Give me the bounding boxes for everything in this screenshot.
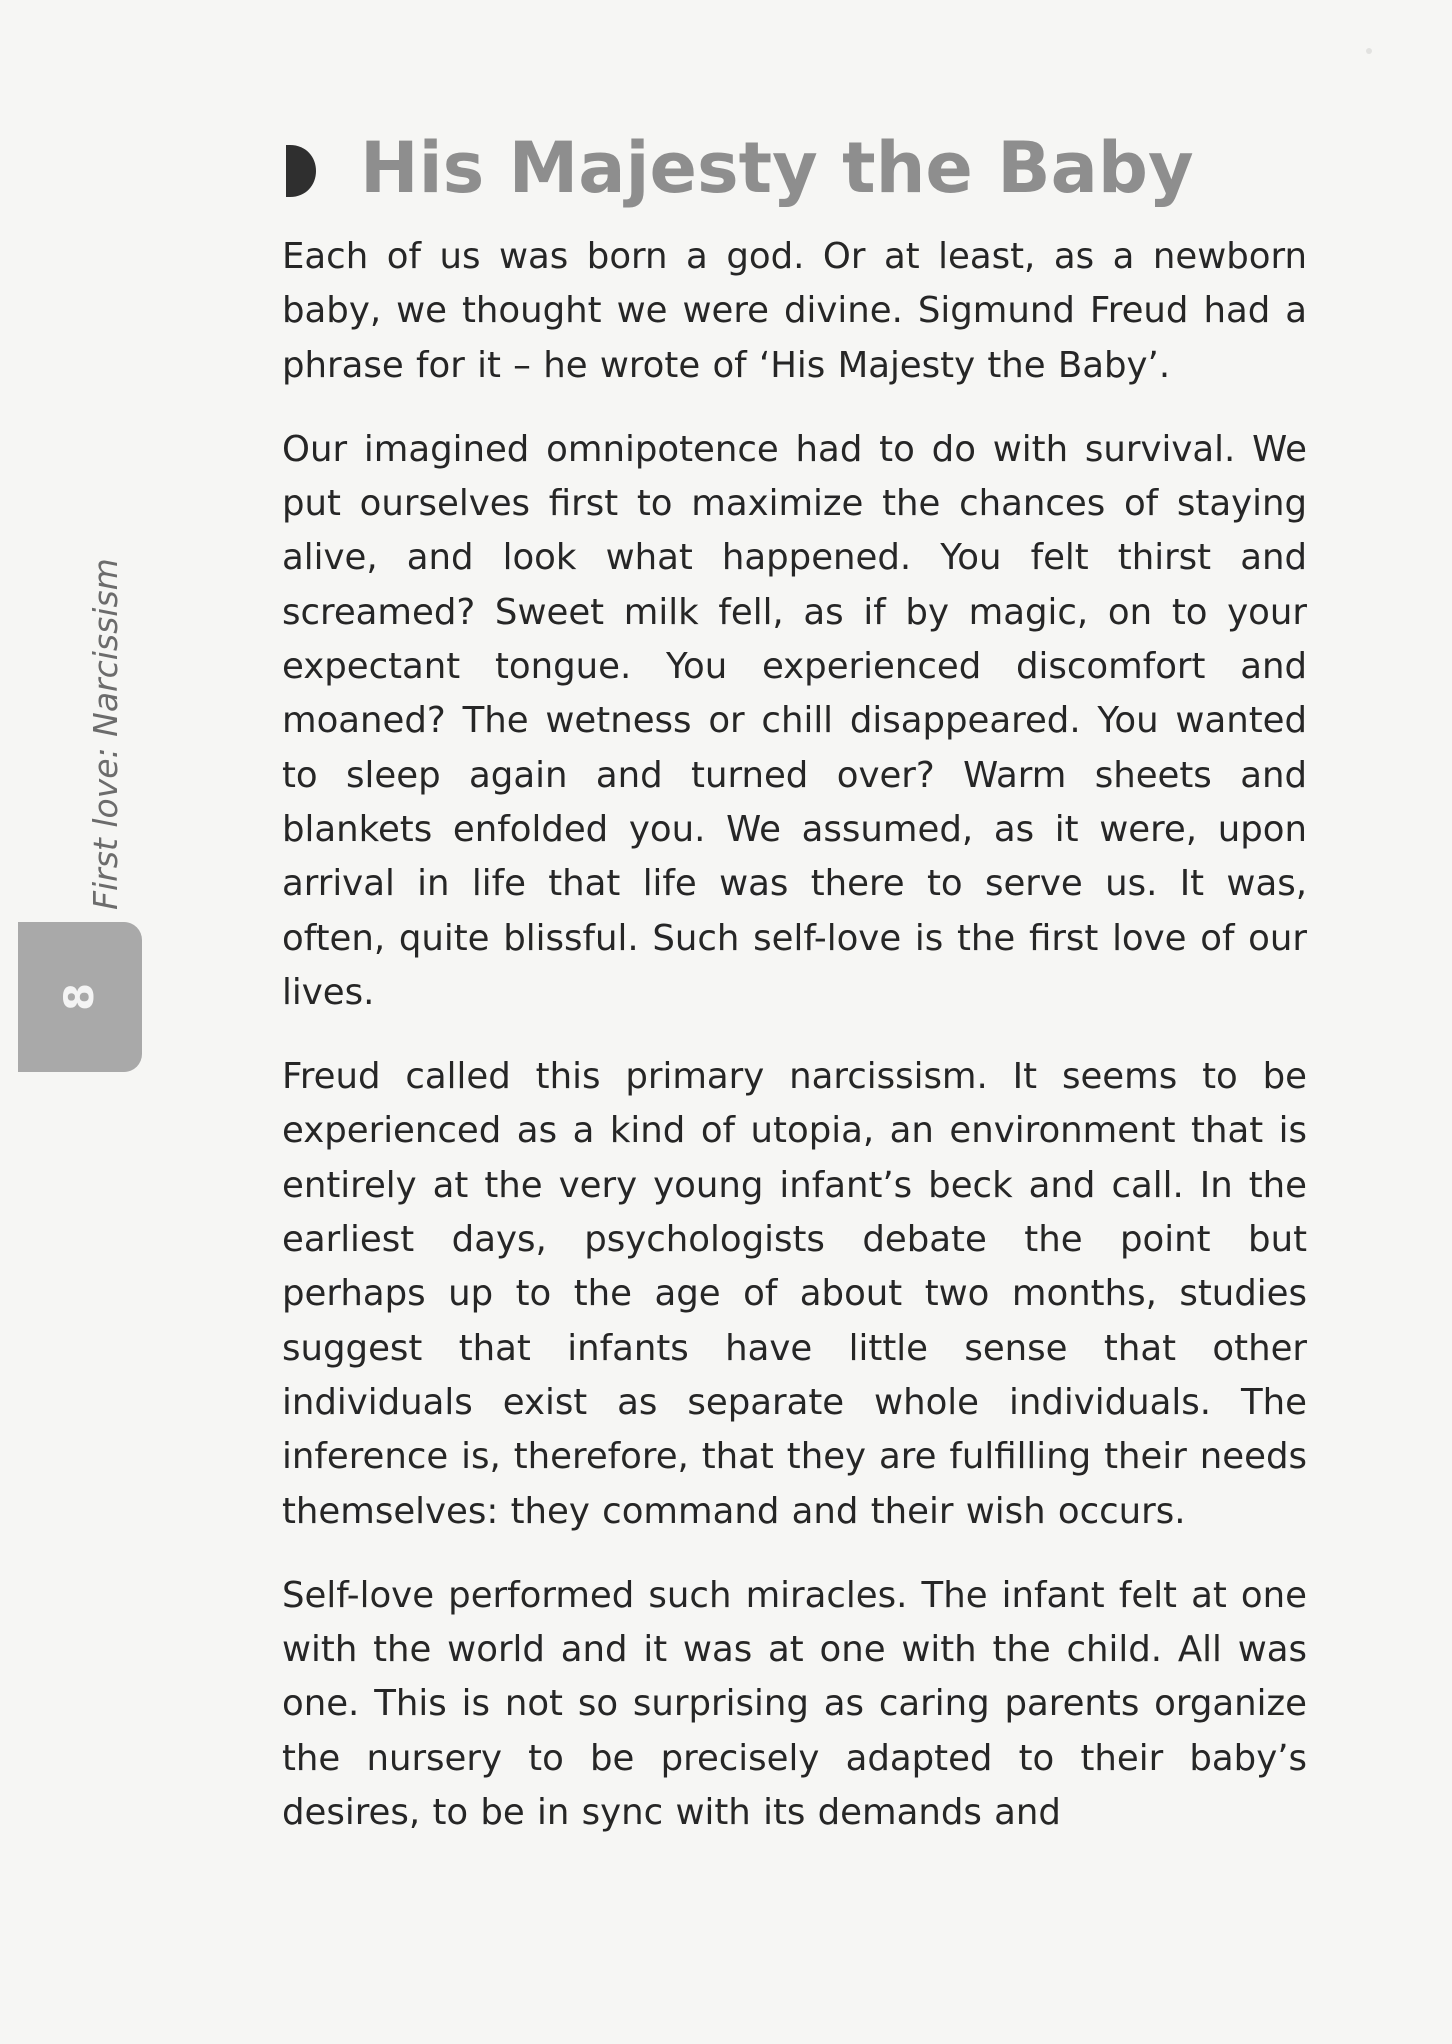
half-circle-marker-icon xyxy=(282,145,316,197)
heading-title: His Majesty the Baby xyxy=(360,127,1194,209)
paragraph: Our imagined omnipotence had to do with survival. We put ourselves first to maximize the chances of staying alive, and look what happened. You felt thirst and screamed? Sweet milk fell, as if by magic, on to your expectant tongue. You experienced discomfort and moaned? The wetness or chill disappeared. You wanted to sleep again and turned over? Warm sheets and blankets enfolded you. We assumed, as it were, upon arrival in life that life was there to serve us. It was, often, quite blissful. Such self-love is the first love of our lives. xyxy=(282,428,1307,1013)
page-number-text: 8 xyxy=(57,983,103,1011)
running-section-title: First love: Narcissism xyxy=(86,558,125,910)
page-speck xyxy=(1366,48,1372,54)
page-number xyxy=(18,922,142,1072)
paragraph: Each of us was born a god. Or at least, as a newborn baby, we thought we were divine. Sigmund Freud had a phrase for it – he wrote of ‘His Majesty the Baby’. xyxy=(282,236,1307,386)
body-text xyxy=(282,230,1307,1870)
section-heading xyxy=(282,118,1332,218)
paragraph: Self-love performed such miracles. The infant felt at one with the world and it was at one with the child. All was one. This is not so surprising as caring parents organize the nursery to be precisely adapted to their baby’s desires, to be in sync with its demands and xyxy=(282,1574,1307,1834)
paragraph: Freud called this primary narcissism. It seems to be experienced as a kind of utopia, an environment that is entirely at the very young infant’s beck and call. In the earliest days, psychologists debate the point but perhaps up to the age of about two months, studies suggest that infants have little sense that other individuals exist as separate whole individuals. The inference is, therefore, that they are fulfilling their needs themselves: they command and their wish occurs. xyxy=(282,1056,1307,1532)
